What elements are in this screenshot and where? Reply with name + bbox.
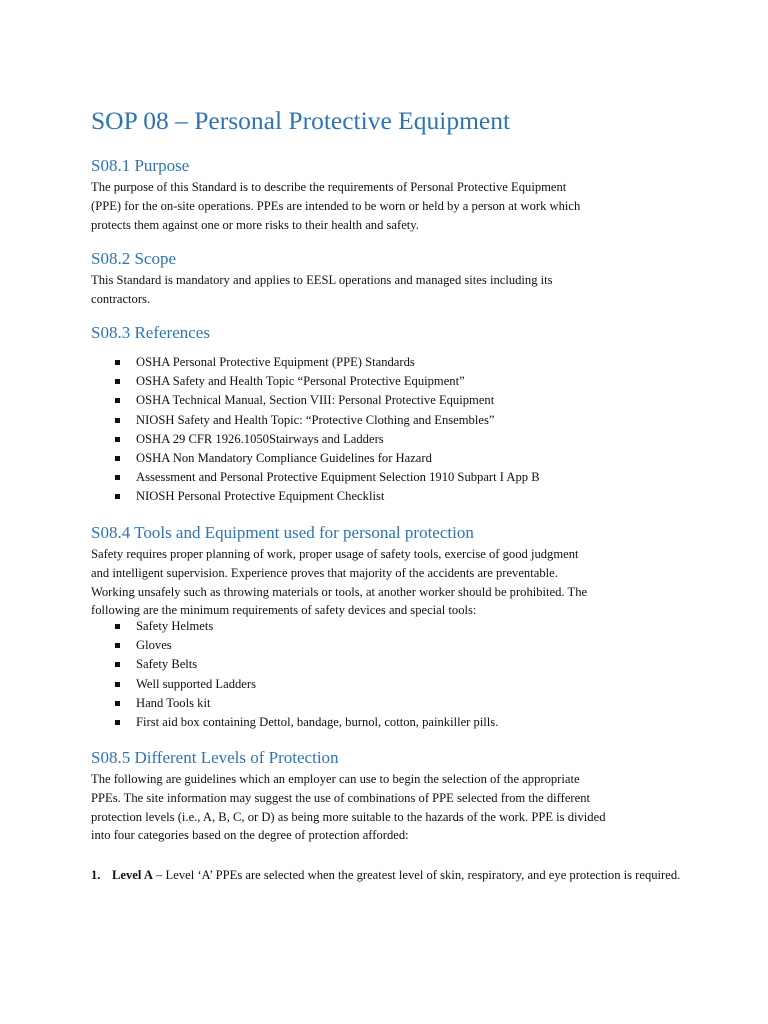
list-item: Safety Helmets	[112, 617, 498, 636]
section-body-scope: This Standard is mandatory and applies to EESL operations and managed sites including its contractors.	[91, 273, 553, 306]
level-label: Level A	[112, 868, 153, 882]
bullet-icon	[115, 360, 120, 365]
bullet-icon	[115, 437, 120, 442]
list-item: OSHA Technical Manual, Section VIII: Personal Protective Equipment	[112, 391, 540, 410]
bullet-icon	[115, 624, 120, 629]
protection-levels-list	[91, 866, 691, 886]
list-item: NIOSH Safety and Health Topic: “Protective Clothing and Ensembles”	[112, 411, 540, 430]
list-number: 1.	[91, 868, 101, 882]
list-item: First aid box containing Dettol, bandage, burnol, cotton, painkiller pills.	[112, 713, 498, 732]
section-body-tools: Safety requires proper planning of work, proper usage of safety tools, exercise of good judgment and intelligent supervision. Experience proves that majority of the accidents are preventable. Working unsafely such as throwing materials or tools, at another worker should be prohibited. The following are the minimum requirements of safety devices and special tools:	[91, 547, 588, 618]
bullet-icon	[115, 418, 120, 423]
document-title: SOP 08 – Personal Protective Equipment	[91, 106, 511, 135]
list-item: Safety Belts	[112, 655, 498, 674]
list-item: OSHA Non Mandatory Compliance Guidelines for Hazard	[112, 449, 540, 468]
section-body-levels: The following are guidelines which an employer can use to begin the selection of the appropriate PPEs. The site information may suggest the use of combinations of PPE selected from the different protection levels (i.e., A, B, C, or D) as being more suitable to the hazards of the work. PPE is divided into four categories based on the degree of protection afforded:	[91, 772, 606, 843]
references-list	[112, 353, 540, 507]
bullet-icon	[115, 701, 120, 706]
bullet-icon	[115, 643, 120, 648]
section-heading-tools: S08.4 Tools and Equipment used for personal protection	[91, 523, 474, 542]
list-item: OSHA Safety and Health Topic “Personal Protective Equipment”	[112, 372, 540, 391]
list-item: Hand Tools kit	[112, 694, 498, 713]
list-item: Gloves	[112, 636, 498, 655]
bullet-icon	[115, 398, 120, 403]
bullet-icon	[115, 475, 120, 480]
bullet-icon	[115, 662, 120, 667]
list-item: OSHA 29 CFR 1926.1050Stairways and Ladders	[112, 430, 540, 449]
section-heading-scope: S08.2 Scope	[91, 249, 176, 268]
safety-tools-list	[112, 617, 498, 732]
list-item: OSHA Personal Protective Equipment (PPE) Standards	[112, 353, 540, 372]
section-heading-purpose: S08.1 Purpose	[91, 156, 190, 175]
section-heading-references: S08.3 References	[91, 323, 210, 342]
list-item-level-a	[91, 866, 691, 886]
section-body-purpose: The purpose of this Standard is to describe the requirements of Personal Protective Equipment (PPE) for the on-site operations. PPEs are intended to be worn or held by a person at work which protects them against one or more risks to their health and safety.	[91, 180, 581, 232]
bullet-icon	[115, 379, 120, 384]
bullet-icon	[115, 720, 120, 725]
bullet-icon	[115, 682, 120, 687]
list-item: NIOSH Personal Protective Equipment Checklist	[112, 487, 540, 506]
bullet-icon	[115, 494, 120, 499]
level-description: – Level ‘A’ PPEs are selected when the greatest level of skin, respiratory, and eye protection is required.	[152, 868, 681, 882]
list-item: Assessment and Personal Protective Equipment Selection 1910 Subpart I App B	[112, 468, 540, 487]
bullet-icon	[115, 456, 120, 461]
list-item: Well supported Ladders	[112, 675, 498, 694]
section-heading-levels: S08.5 Different Levels of Protection	[91, 748, 339, 767]
